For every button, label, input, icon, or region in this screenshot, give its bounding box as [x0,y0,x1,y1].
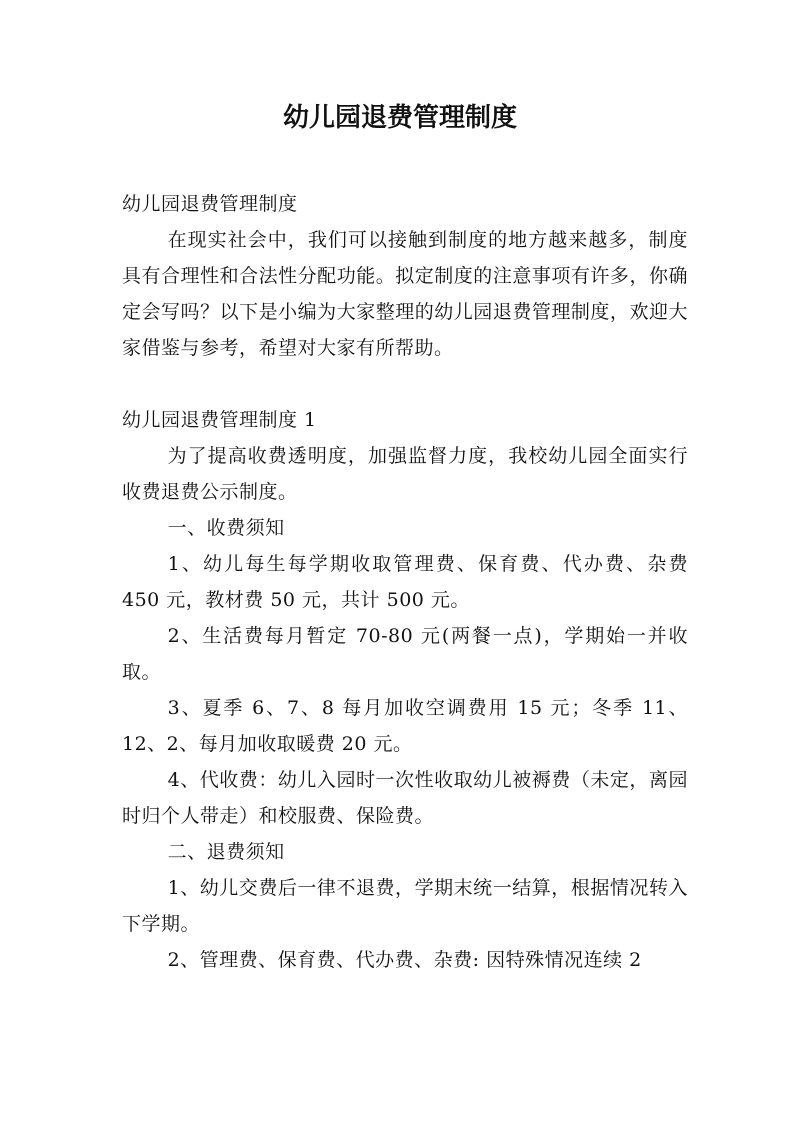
section-heading: 幼儿园退费管理制度 1 [122,409,317,431]
part1-item: 2、生活费每月暂定 70-80 元(两餐一点)，学期始一并收取。 [122,625,688,683]
document-body [122,186,688,978]
section-intro-paragraph: 为了提高收费透明度，加强监督力度，我校幼儿园全面实行收费退费公示制度。 [122,445,688,503]
part2-item: 1、幼儿交费后一律不退费，学期末统一结算，根据情况转入下学期。 [122,877,688,935]
intro-paragraph: 在现实社会中，我们可以接触到制度的地方越来越多，制度具有合理性和合法性分配功能。拟定制度的注意事项有许多，你确定会写吗？以下是小编为大家整理的幼儿园退费管理制度，欢迎大家借鉴与参考，希望对大家有所帮助。 [122,229,688,359]
document-subtitle: 幼儿园退费管理制度 [122,193,298,215]
part2-heading: 二、退费须知 [167,841,285,863]
part1-item: 3、夏季 6、7、8 每月加收空调费用 15 元；冬季 11、12、2、每月加收取暖费 20 元。 [122,697,688,755]
part1-item: 1、幼儿每生每学期收取管理费、保育费、代办费、杂费 450 元，教材费 50 元，共计 500 元。 [122,553,688,611]
part2-item: 2、管理费、保育费、代办费、杂费: 因特殊情况连续 2 [167,949,642,971]
part1-item: 4、代收费：幼儿入园时一次性收取幼儿被褥费（未定，离园时归个人带走）和校服费、保险费。 [122,769,688,827]
part1-heading: 一、收费须知 [167,517,285,539]
document-title: 幼儿园退费管理制度 [282,103,517,133]
paragraph-spacer [122,366,688,402]
